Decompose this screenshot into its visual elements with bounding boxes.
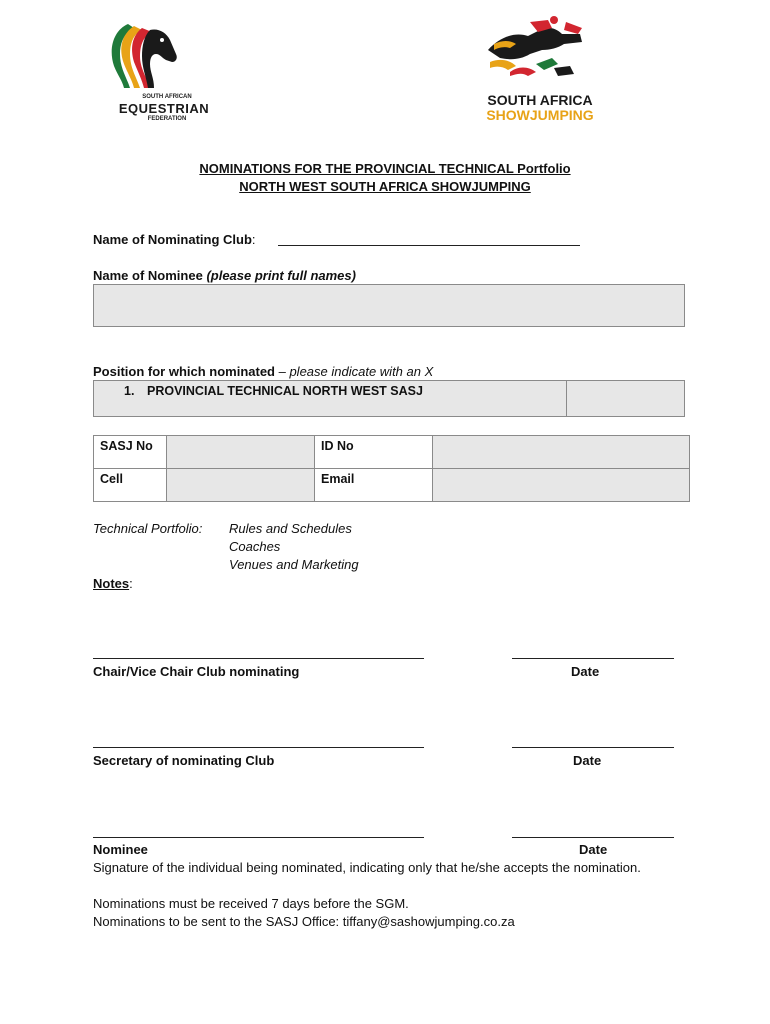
club-name-field[interactable] [278,245,580,246]
id-no-field[interactable] [433,436,690,469]
position-label [93,364,433,379]
position-hint: – please indicate with an X [275,364,434,379]
secretary-label: Secretary of nominating Club [93,753,275,768]
position-item-number: 1. [124,384,135,398]
saef-line3: FEDERATION [147,116,187,122]
nominee-label [93,268,356,283]
notes-label-text: Notes [93,576,130,591]
position-option-row [93,380,567,417]
portfolio-item: Rules and Schedules [229,521,352,536]
nominee-date-line[interactable] [512,837,674,838]
secretary-date-line[interactable] [512,747,674,748]
portfolio-item: Coaches [229,539,281,554]
portfolio-item: Venues and Marketing [229,557,359,572]
notes-label [93,576,133,591]
sasj-logo [470,14,610,126]
club-label [93,232,256,247]
footer-contact-note: Nominations to be sent to the SASJ Office: tiffany@sashowjumping.co.za [93,914,515,929]
sasj-line1: SOUTH AFRICA [487,92,593,108]
cell-label: Cell [94,469,167,502]
email-label: Email [315,469,433,502]
showjumping-horse-icon [470,14,610,94]
footer-acceptance-note: Signature of the individual being nominated, indicating only that he/she accepts the nomination. [93,860,641,875]
details-table [93,435,690,502]
nominee-signature-line[interactable] [93,837,424,838]
sasj-no-label: SASJ No [94,436,167,469]
chair-date-label: Date [571,664,600,679]
sasj-no-field[interactable] [167,436,315,469]
sasj-line2: SHOWJUMPING [486,107,594,123]
email-field[interactable] [433,469,690,502]
id-no-label: ID No [315,436,433,469]
chair-label: Chair/Vice Chair Club nominating [93,664,300,679]
saef-line1: SOUTH AFRICAN [142,94,192,100]
cell-field[interactable] [167,469,315,502]
nominee-hint: (please print full names) [206,268,356,283]
nominee-date-label: Date [579,842,608,857]
footer-deadline-note: Nominations must be received 7 days before the SGM. [93,896,409,911]
form-title-line1: NOMINATIONS FOR THE PROVINCIAL TECHNICAL Portfolio [199,161,571,176]
club-colon: : [251,232,256,247]
chair-signature-line[interactable] [93,658,424,659]
position-label-text: Position for which nominated [93,364,275,379]
portfolio-label: Technical Portfolio: [93,521,203,536]
position-item-text: PROVINCIAL TECHNICAL NORTH WEST SASJ [147,384,423,398]
nominee-label-text: Name of Nominee [93,268,203,283]
nominee-signature-label: Nominee [93,842,148,857]
secretary-signature-line[interactable] [93,747,424,748]
details-row-1 [94,436,690,469]
saef-line2: EQUESTRIAN [118,101,210,116]
notes-colon: : [129,576,133,591]
nominee-name-field[interactable] [93,284,685,327]
chair-date-line[interactable] [512,658,674,659]
club-label-text: Name of Nominating Club [93,232,252,247]
saef-logo [100,18,230,128]
form-title-line2: NORTH WEST SOUTH AFRICA SHOWJUMPING [239,179,531,194]
details-row-2 [94,469,690,502]
position-mark-box[interactable] [566,380,685,417]
secretary-date-label: Date [573,753,602,768]
